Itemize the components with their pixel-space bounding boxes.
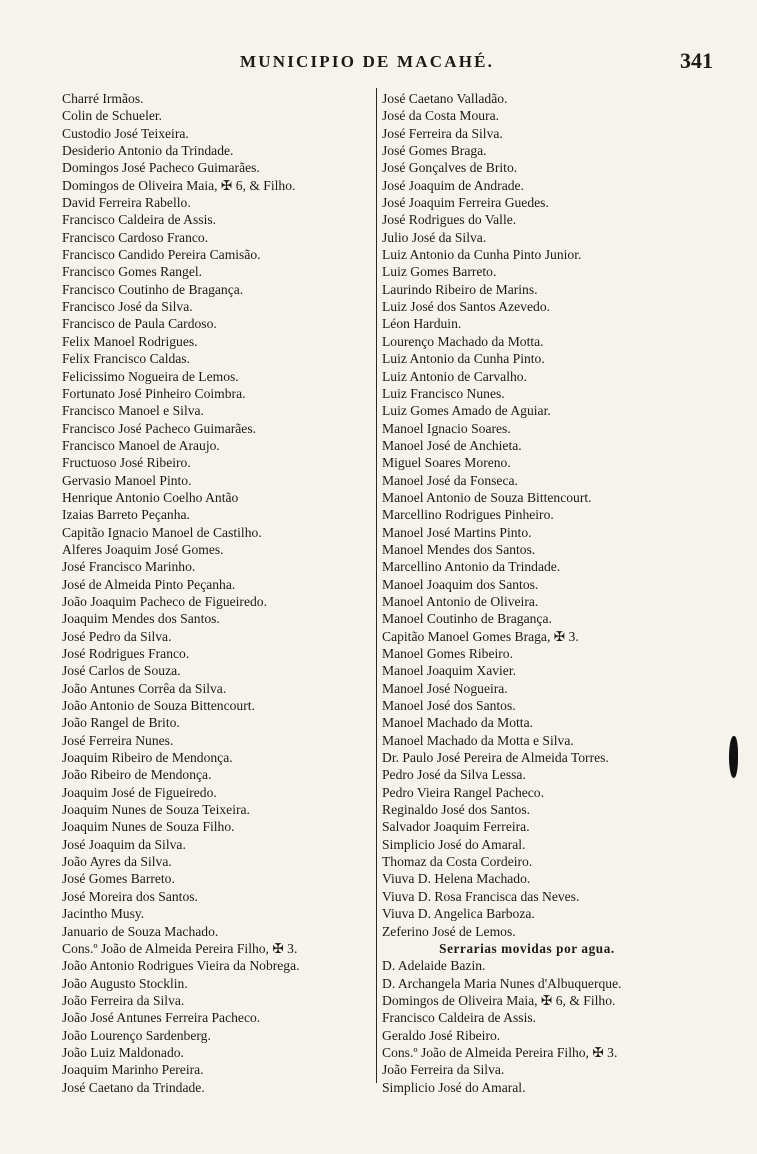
- list-entry: Felix Francisco Caldas.: [62, 351, 190, 367]
- page-title: MUNICIPIO DE MACAHÉ.: [240, 52, 495, 71]
- list-entry: Gervasio Manoel Pinto.: [62, 472, 192, 488]
- list-entry: José Pedro da Silva.: [62, 628, 172, 644]
- list-entry: Simplicio José do Amaral.: [382, 1079, 526, 1095]
- list-entry: Henrique Antonio Coelho Antão: [62, 489, 239, 505]
- list-entry: Charré Irmãos.: [62, 91, 144, 106]
- list-entry: Domingos José Pacheco Guimarães.: [62, 160, 260, 176]
- list-entry: Manoel José de Anchieta.: [382, 437, 522, 453]
- list-entry: Francisco Candido Pereira Camisão.: [62, 247, 261, 263]
- list-entry: Geraldo José Ribeiro.: [382, 1027, 501, 1043]
- list-entry: Joaquim Ribeiro de Mendonça.: [62, 750, 233, 766]
- left-column: [62, 90, 376, 1096]
- list-entry: José Moreira dos Santos.: [62, 888, 198, 904]
- list-entry: Alferes Joaquim José Gomes.: [62, 541, 224, 557]
- list-entry: João Rangel de Brito.: [62, 715, 180, 731]
- list-entry: José Gomes Braga.: [382, 143, 487, 159]
- list-entry: José Joaquim da Silva.: [62, 836, 186, 852]
- list-entry: D. Adelaide Bazin.: [382, 958, 486, 974]
- list-entry: Manoel José Martins Pinto.: [382, 524, 532, 540]
- list-entry: Pedro José da Silva Lessa.: [382, 767, 526, 783]
- list-entry: Luiz Antonio de Carvalho.: [382, 368, 527, 384]
- list-entry: José Joaquim Ferreira Guedes.: [382, 195, 549, 211]
- list-entry: João Antunes Corrêa da Silva.: [62, 680, 227, 696]
- list-entry: Felicissimo Nogueira de Lemos.: [62, 368, 239, 384]
- list-entry: David Ferreira Rabello.: [62, 195, 191, 211]
- list-entry: Francisco Gomes Rangel.: [62, 264, 203, 280]
- right-column-list: [382, 90, 712, 940]
- list-entry: Francisco Caldeira de Assis.: [382, 1010, 537, 1026]
- list-entry: João Augusto Stocklin.: [62, 975, 188, 991]
- list-entry: Izaias Barreto Peçanha.: [62, 507, 190, 523]
- list-entry: Francisco Caldeira de Assis.: [62, 212, 217, 228]
- list-entry: Julio José da Silva.: [382, 229, 487, 245]
- list-entry: Manoel Machado da Motta.: [382, 715, 533, 731]
- list-entry: Cons.º João de Almeida Pereira Filho, ✠ 3.: [62, 940, 298, 956]
- list-entry: Joaquim Nunes de Souza Teixeira.: [62, 802, 250, 818]
- list-entry: Manoel José dos Santos.: [382, 698, 516, 714]
- list-entry: Manoel Antonio de Oliveira.: [382, 593, 539, 609]
- list-entry: Simplicio José do Amaral.: [382, 836, 526, 852]
- list-entry: Marcellino Antonio da Trindade.: [382, 559, 561, 575]
- page-number: 341: [680, 48, 713, 73]
- list-entry: Luiz José dos Santos Azevedo.: [382, 299, 551, 315]
- list-entry: Luiz Antonio da Cunha Pinto.: [382, 351, 545, 367]
- list-entry: José Caetano Valladão.: [382, 91, 508, 106]
- list-entry: Francisco Coutinho de Bragança.: [62, 281, 244, 297]
- list-entry: José Ferreira Nunes.: [62, 732, 174, 748]
- list-entry: Domingos de Oliveira Maia, ✠ 6, & Filho.: [382, 992, 616, 1008]
- list-entry: Colin de Schueler.: [62, 108, 163, 124]
- list-entry: João Ferreira da Silva.: [62, 992, 185, 1008]
- list-entry: Manoel Joaquim Xavier.: [382, 663, 517, 679]
- list-entry: Jacintho Musy.: [62, 906, 145, 922]
- list-entry: João Ferreira da Silva.: [382, 1062, 505, 1078]
- section-list: [382, 957, 712, 1096]
- list-entry: José Carlos de Souza.: [62, 663, 181, 679]
- list-entry: José Rodrigues do Valle.: [382, 212, 517, 228]
- list-entry: Luiz Gomes Barreto.: [382, 264, 497, 280]
- list-entry: Francisco José da Silva.: [62, 299, 193, 315]
- list-entry: Januario de Souza Machado.: [62, 923, 219, 939]
- list-entry: Desiderio Antonio da Trindade.: [62, 143, 234, 159]
- list-entry: Fortunato José Pinheiro Coimbra.: [62, 385, 246, 401]
- list-entry: Francisco Cardoso Franco.: [62, 229, 209, 245]
- list-entry: João Ayres da Silva.: [62, 854, 172, 870]
- list-entry: Capitão Manoel Gomes Braga, ✠ 3.: [382, 628, 579, 644]
- list-entry: Manoel Antonio de Souza Bittencourt.: [382, 489, 592, 505]
- list-entry: Joaquim José de Figueiredo.: [62, 784, 217, 800]
- list-entry: Luiz Gomes Amado de Aguiar.: [382, 403, 551, 419]
- list-entry: João Ribeiro de Mendonça.: [62, 767, 212, 783]
- list-entry: João Joaquim Pacheco de Figueiredo.: [62, 593, 267, 609]
- list-entry: Luiz Antonio da Cunha Pinto Junior.: [382, 247, 582, 263]
- list-entry: José Francisco Marinho.: [62, 559, 196, 575]
- list-entry: Manoel Machado da Motta e Silva.: [382, 732, 574, 748]
- list-entry: Dr. Paulo José Pereira de Almeida Torres.: [382, 750, 609, 766]
- list-entry: Francisco Manoel e Silva.: [62, 403, 204, 419]
- list-entry: Miguel Soares Moreno.: [382, 455, 511, 471]
- list-entry: Manoel José da Fonseca.: [382, 472, 518, 488]
- list-entry: João Antonio Rodrigues Vieira da Nobrega.: [62, 958, 300, 974]
- list-entry: Reginaldo José dos Santos.: [382, 802, 531, 818]
- list-entry: José Rodrigues Franco.: [62, 646, 190, 661]
- list-entry: Thomaz da Costa Cordeiro.: [382, 854, 533, 870]
- list-entry: Domingos de Oliveira Maia, ✠ 6, & Filho.: [62, 177, 296, 193]
- list-entry: João José Antunes Ferreira Pacheco.: [62, 1010, 261, 1026]
- list-entry: Pedro Vieira Rangel Pacheco.: [382, 784, 545, 800]
- list-entry: Custodio José Teixeira.: [62, 125, 189, 141]
- list-entry: Marcellino Rodrigues Pinheiro.: [382, 507, 554, 523]
- right-column: [382, 90, 712, 1096]
- list-entry: Fructuoso José Ribeiro.: [62, 455, 191, 471]
- list-entry: José da Costa Moura.: [382, 108, 500, 124]
- list-entry: José Joaquim de Andrade.: [382, 177, 524, 193]
- list-entry: Lourenço Machado da Motta.: [382, 333, 544, 349]
- list-entry: Laurindo Ribeiro de Marins.: [382, 281, 538, 297]
- list-entry: D. Archangela Maria Nunes d'Albuquerque.: [382, 975, 622, 991]
- list-entry: Manoel Coutinho de Bragança.: [382, 611, 552, 627]
- list-entry: Francisco Manoel de Araujo.: [62, 437, 220, 453]
- list-entry: José Gonçalves de Brito.: [382, 160, 518, 176]
- list-entry: José Gomes Barreto.: [62, 871, 175, 887]
- list-entry: João Antonio de Souza Bittencourt.: [62, 698, 255, 714]
- list-entry: João Lourenço Sardenberg.: [62, 1027, 211, 1043]
- list-entry: Capitão Ignacio Manoel de Castilho.: [62, 524, 262, 540]
- list-entry: Viuva D. Helena Machado.: [382, 871, 531, 887]
- list-entry: Manoel Gomes Ribeiro.: [382, 646, 514, 661]
- list-entry: Zeferino José de Lemos.: [382, 923, 516, 939]
- list-entry: Léon Harduin.: [382, 316, 462, 332]
- list-entry: Manoel Joaquim dos Santos.: [382, 576, 539, 592]
- list-entry: Joaquim Mendes dos Santos.: [62, 611, 220, 627]
- list-entry: Joaquim Marinho Pereira.: [62, 1062, 204, 1078]
- list-entry: José de Almeida Pinto Peçanha.: [62, 576, 236, 592]
- list-entry: Francisco de Paula Cardoso.: [62, 316, 217, 332]
- list-entry: Joaquim Nunes de Souza Filho.: [62, 819, 235, 835]
- section-heading: Serrarias movidas por agua.: [439, 940, 615, 956]
- list-entry: Cons.º João de Almeida Pereira Filho, ✠ 3.: [382, 1044, 618, 1060]
- list-entry: José Ferreira da Silva.: [382, 125, 503, 141]
- list-entry: José Caetano da Trindade.: [62, 1079, 205, 1095]
- column-divider: [376, 88, 377, 1083]
- ink-blot: [729, 736, 738, 778]
- list-entry: Luiz Francisco Nunes.: [382, 385, 505, 401]
- list-entry: Francisco José Pacheco Guimarães.: [62, 420, 257, 436]
- list-entry: Viuva D. Rosa Francisca das Neves.: [382, 888, 580, 904]
- list-entry: Manoel Mendes dos Santos.: [382, 541, 536, 557]
- list-entry: Viuva D. Angelica Barboza.: [382, 906, 535, 922]
- list-entry: João Luiz Maldonado.: [62, 1044, 184, 1060]
- list-entry: Salvador Joaquim Ferreira.: [382, 819, 530, 835]
- list-entry: Manoel Ignacio Soares.: [382, 420, 511, 436]
- page-header: [0, 50, 757, 80]
- list-entry: Manoel José Nogueira.: [382, 680, 508, 696]
- list-entry: Felix Manoel Rodrigues.: [62, 333, 198, 349]
